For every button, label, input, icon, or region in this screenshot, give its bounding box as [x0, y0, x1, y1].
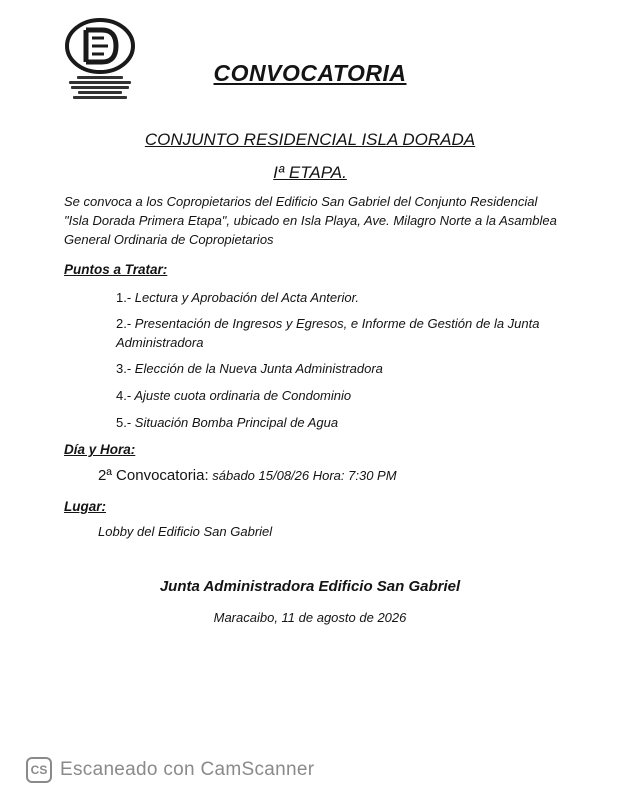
agenda-item-number: 5.- — [116, 415, 132, 430]
signature: Junta Administradora Edificio San Gabriel — [159, 578, 461, 595]
agenda-item — [116, 386, 562, 405]
agenda-item-text: Ajuste cuota ordinaria de Condominio — [134, 388, 352, 403]
agenda-item — [116, 359, 562, 378]
meeting-place: Lobby del Edificio San Gabriel — [98, 524, 273, 539]
agenda-item-number: 4.- — [116, 388, 132, 403]
agenda-item-text: Situación Bomba Principal de Agua — [134, 415, 339, 430]
convocation-label: 2ª Convocatoria: — [98, 467, 209, 484]
agenda-item-text: Presentación de Ingresos y Egresos, e Informe de Gestión de la Junta Administradora — [116, 316, 540, 350]
agenda-item-number: 1.- — [116, 290, 132, 305]
stage-name: Iª ETAPA. — [273, 163, 347, 182]
convocation-line — [98, 467, 397, 484]
intro-paragraph: Se convoca a los Copropietarios del Edificio San Gabriel del Conjunto Residencial "Isla Dorada Primera Etapa", ubicado en Isla Playa, Ave. Milagro Norte a la Asamblea General Ordinaria de Copropietarios — [64, 194, 557, 247]
complex-name: CONJUNTO RESIDENCIAL ISLA DORADA — [144, 130, 476, 149]
page-title: CONVOCATORIA — [213, 60, 407, 86]
date-heading: Día y Hora: — [64, 442, 136, 457]
agenda-item — [116, 288, 562, 307]
place-date: Maracaibo, 11 de agosto de 2026 — [213, 610, 407, 625]
agenda-item-text: Lectura y Aprobación del Acta Anterior. — [134, 290, 360, 305]
scanner-watermark — [26, 755, 314, 785]
agenda-item-number: 2.- — [116, 316, 132, 331]
agenda-item-text: Elección de la Nueva Junta Administradora — [134, 361, 383, 376]
agenda-item — [116, 314, 562, 352]
camscanner-icon: CS — [26, 757, 52, 783]
convocation-detail: sábado 15/08/26 Hora: 7:30 PM — [212, 468, 397, 483]
agenda-item-number: 3.- — [116, 361, 132, 376]
place-heading: Lugar: — [64, 499, 106, 514]
watermark-text: Escaneado con CamScanner — [60, 759, 315, 780]
agenda-item — [116, 413, 562, 432]
points-heading: Puntos a Tratar: — [64, 262, 168, 277]
